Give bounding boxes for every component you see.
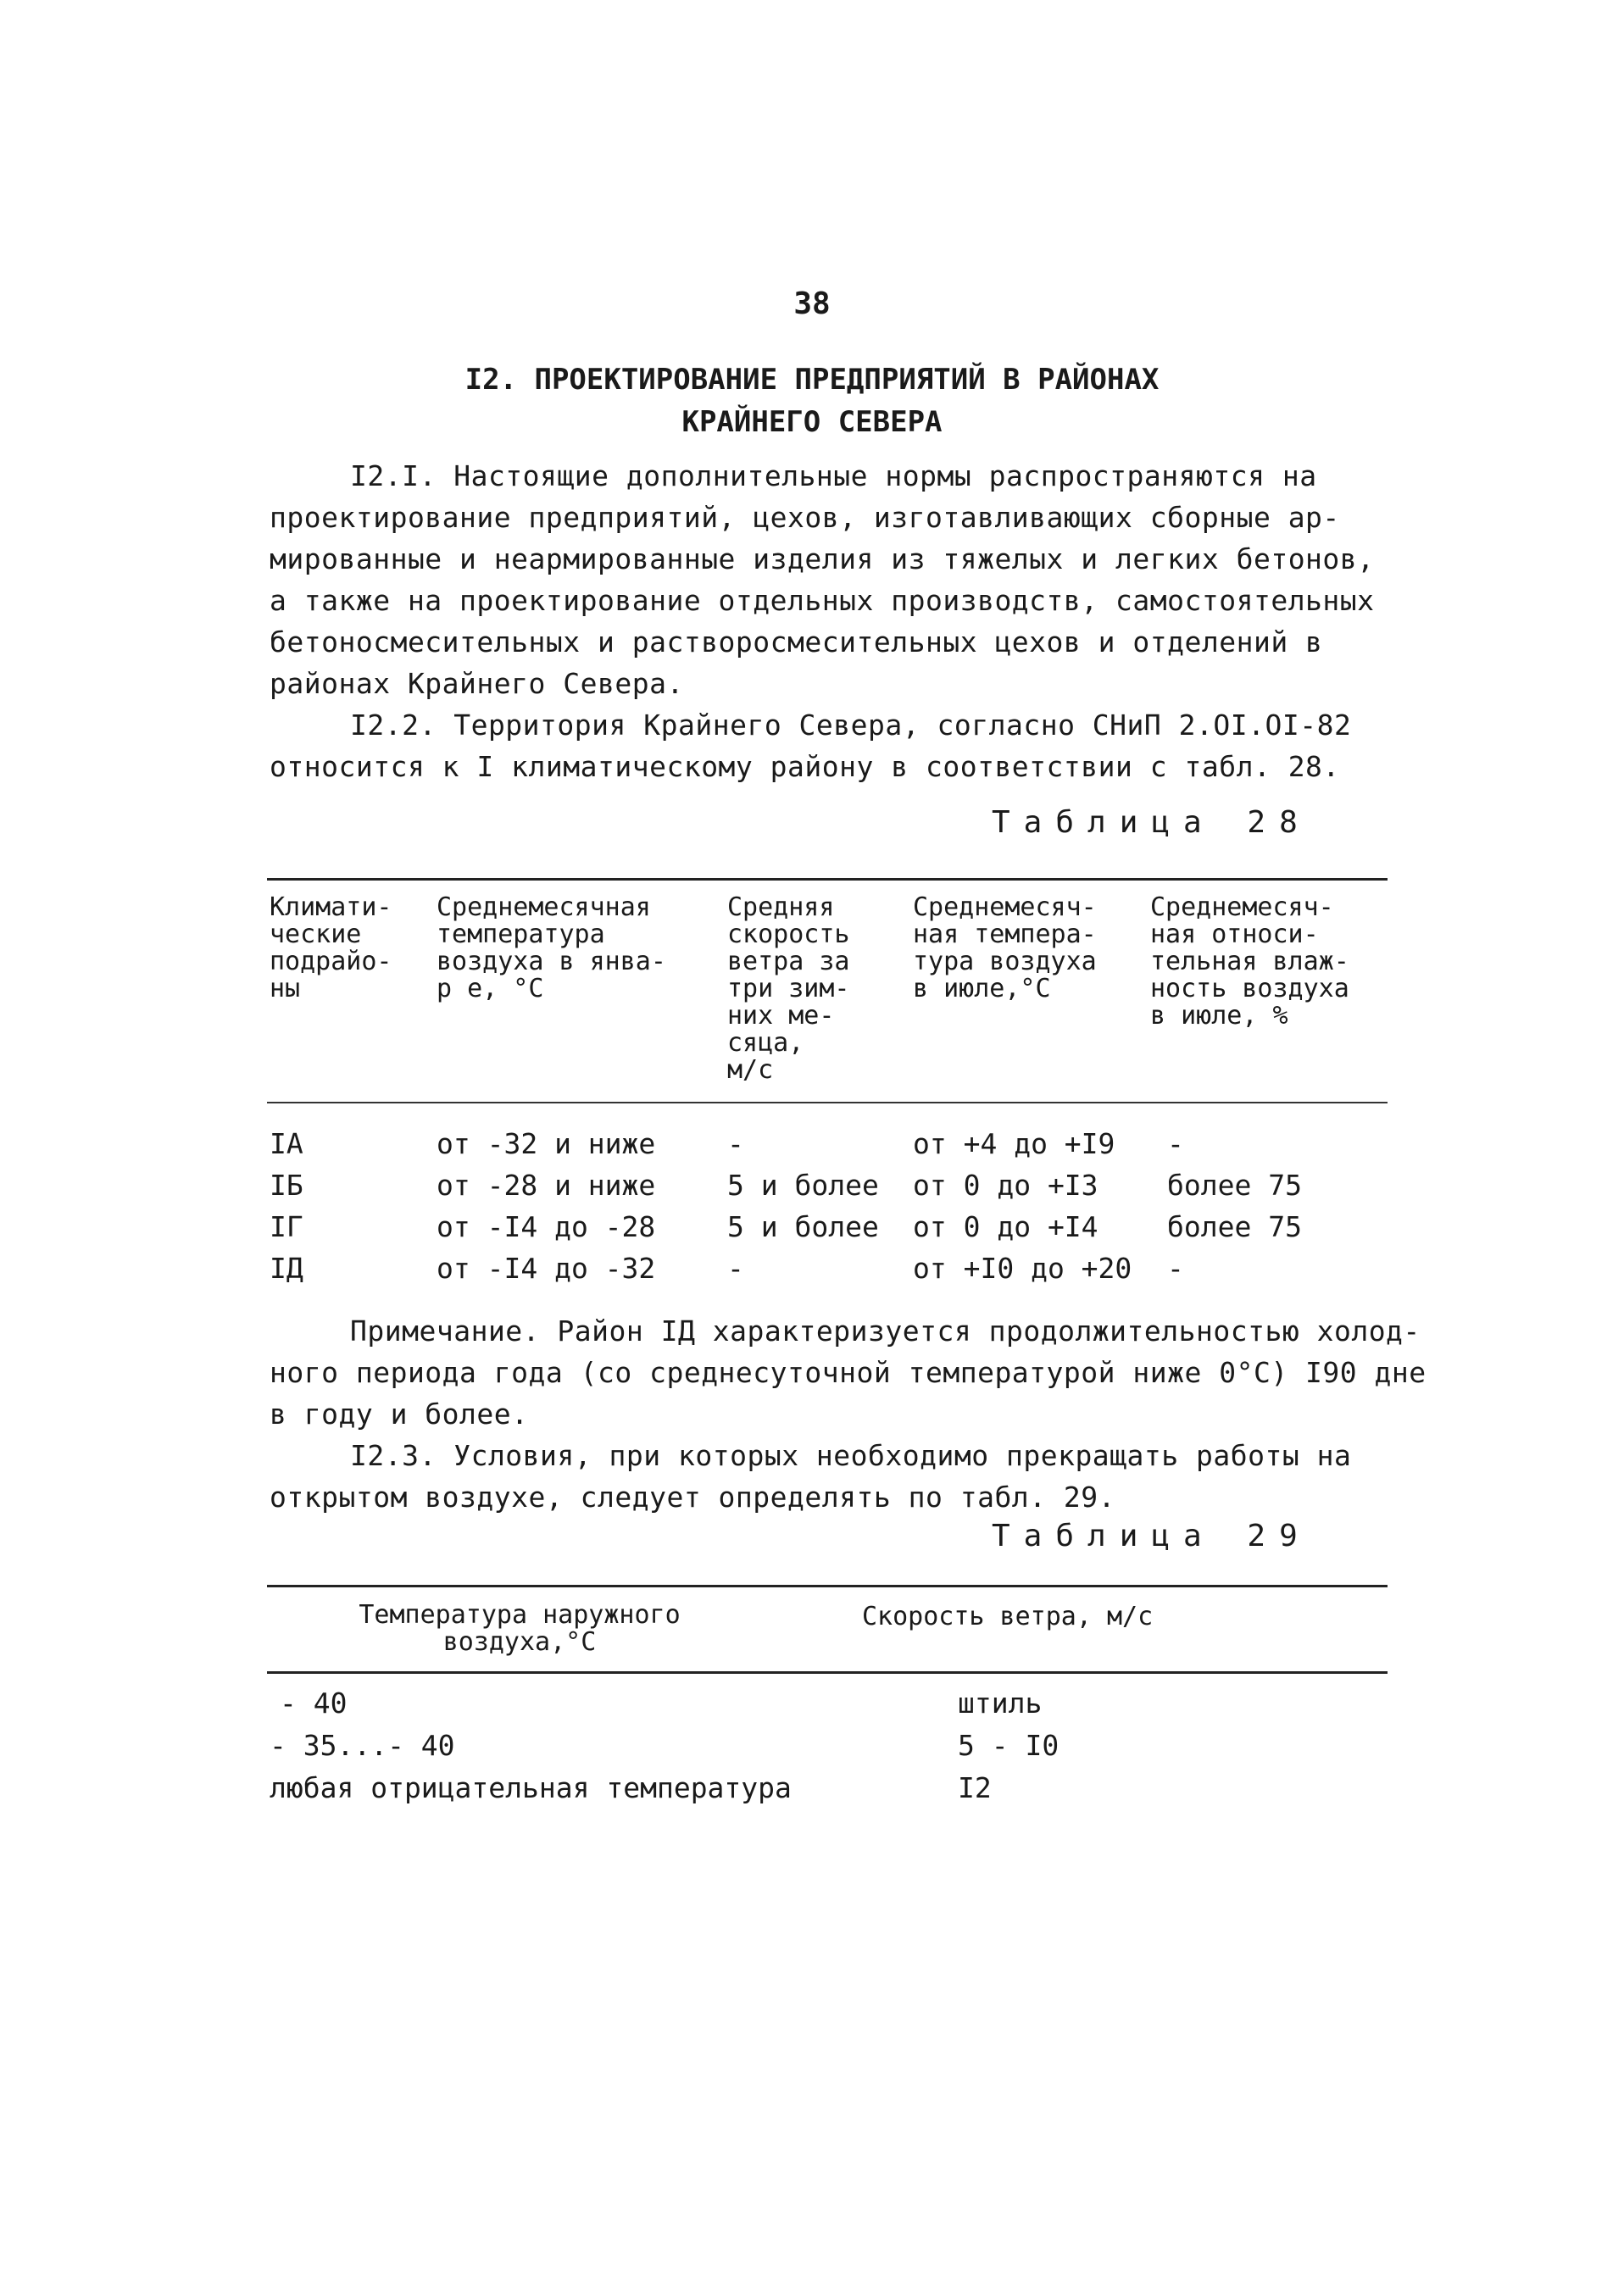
- para-12-3-line: I2.3. Условия, при которых необходимо прекращать работы на: [350, 1439, 1352, 1472]
- table28-header-cell: Среднемесяч- ная относи- тельная влаж- ность воздуха в июле, %: [1150, 892, 1349, 1031]
- table29-cell: 5 - I0: [958, 1729, 1059, 1762]
- table28-cell: от 0 до +I4: [913, 1210, 1098, 1243]
- page-number: 38: [793, 286, 831, 321]
- table28-cell: от -I4 до -32: [437, 1252, 656, 1285]
- table29-header-cell: Скорость ветра, м/с: [862, 1602, 1154, 1631]
- table28-cell: IБ: [270, 1169, 303, 1202]
- section-title-line2: КРАЙНЕГО СЕВЕРА: [681, 405, 943, 439]
- table29-cell: - 35...- 40: [270, 1729, 455, 1762]
- table28-cell: IД: [270, 1252, 303, 1285]
- table29-cell: - 40: [280, 1687, 348, 1720]
- para-12-1-line: проектирование предприятий, цехов, изготавливающих сборные ар-: [270, 501, 1340, 534]
- para-12-1-line: бетоносмесительных и растворосмесительных цехов и отделений в: [270, 625, 1323, 659]
- table29-header-rule: [267, 1671, 1388, 1674]
- table28-cell: от -28 и ниже: [437, 1169, 656, 1202]
- table29-cell: штиль: [958, 1687, 1043, 1720]
- para-12-1-line: районах Крайнего Севера.: [270, 667, 684, 700]
- note-line: ного периода года (со среднесуточной температурой ниже 0°С) I90 дне: [270, 1356, 1427, 1389]
- table28-caption: Таблица 28: [992, 805, 1311, 840]
- table29-cell: I2: [958, 1771, 992, 1804]
- table28-header-cell: Среднемесяч- ная темпера- тура воздуха в июле,°С: [913, 892, 1097, 1003]
- para-12-2-line: I2.2. Территория Крайнего Севера, согласно СНиП 2.OI.OI-82: [350, 709, 1352, 742]
- table28-header-cell: Среднемесячная температура воздуха в янва- р е, °С: [437, 892, 666, 1003]
- table29-header-cell: Температура наружного воздуха,°С: [359, 1600, 681, 1657]
- table28-cell: от -32 и ниже: [437, 1127, 656, 1160]
- table28-cell: -: [1167, 1127, 1184, 1160]
- table28-cell: более 75: [1167, 1210, 1302, 1243]
- table28-cell: -: [727, 1252, 744, 1285]
- table29-caption: Таблица 29: [992, 1519, 1311, 1553]
- note-line: Примечание. Район IД характеризуется продолжительностью холод-: [350, 1314, 1421, 1348]
- table28-cell: IA: [270, 1127, 303, 1160]
- table28-cell: -: [1167, 1252, 1184, 1285]
- para-12-1-line: мированные и неармированные изделия из тяжелых и легких бетонов,: [270, 542, 1375, 575]
- table29-top-rule: [267, 1585, 1388, 1587]
- table29-cell: любая отрицательная температура: [270, 1771, 792, 1804]
- table28-cell: IГ: [270, 1210, 303, 1243]
- para-12-2-line: относится к I климатическому району в соответствии с табл. 28.: [270, 750, 1340, 783]
- table28-header-cell: Климати- ческие подрайо- ны: [270, 892, 392, 1003]
- table28-cell: -: [727, 1127, 744, 1160]
- table28-header-cell: Средняя скорость ветра за три зим- них ме- сяца, м/с: [727, 892, 850, 1085]
- note-line: в году и более.: [270, 1398, 529, 1431]
- table28-top-rule: [267, 878, 1388, 881]
- para-12-1-line: а также на проектирование отдельных производств, самостоятельных: [270, 584, 1375, 617]
- para-12-1-line: I2.I. Настоящие дополнительные нормы распространяются на: [350, 459, 1317, 492]
- table28-cell: более 75: [1167, 1169, 1302, 1202]
- table28-cell: 5 и более: [727, 1210, 879, 1243]
- table28-cell: от 0 до +I3: [913, 1169, 1098, 1202]
- table28-cell: от +I0 до +20: [913, 1252, 1132, 1285]
- table28-cell: от +4 до +I9: [913, 1127, 1115, 1160]
- table28-header-rule: [267, 1102, 1388, 1103]
- table28-cell: 5 и более: [727, 1169, 879, 1202]
- para-12-3-line: открытом воздухе, следует определять по табл. 29.: [270, 1481, 1116, 1514]
- section-title-line1: I2. ПРОЕКТИРОВАНИЕ ПРЕДПРИЯТИЙ В РАЙОНАХ: [464, 363, 1160, 397]
- table28-cell: от -I4 до -28: [437, 1210, 656, 1243]
